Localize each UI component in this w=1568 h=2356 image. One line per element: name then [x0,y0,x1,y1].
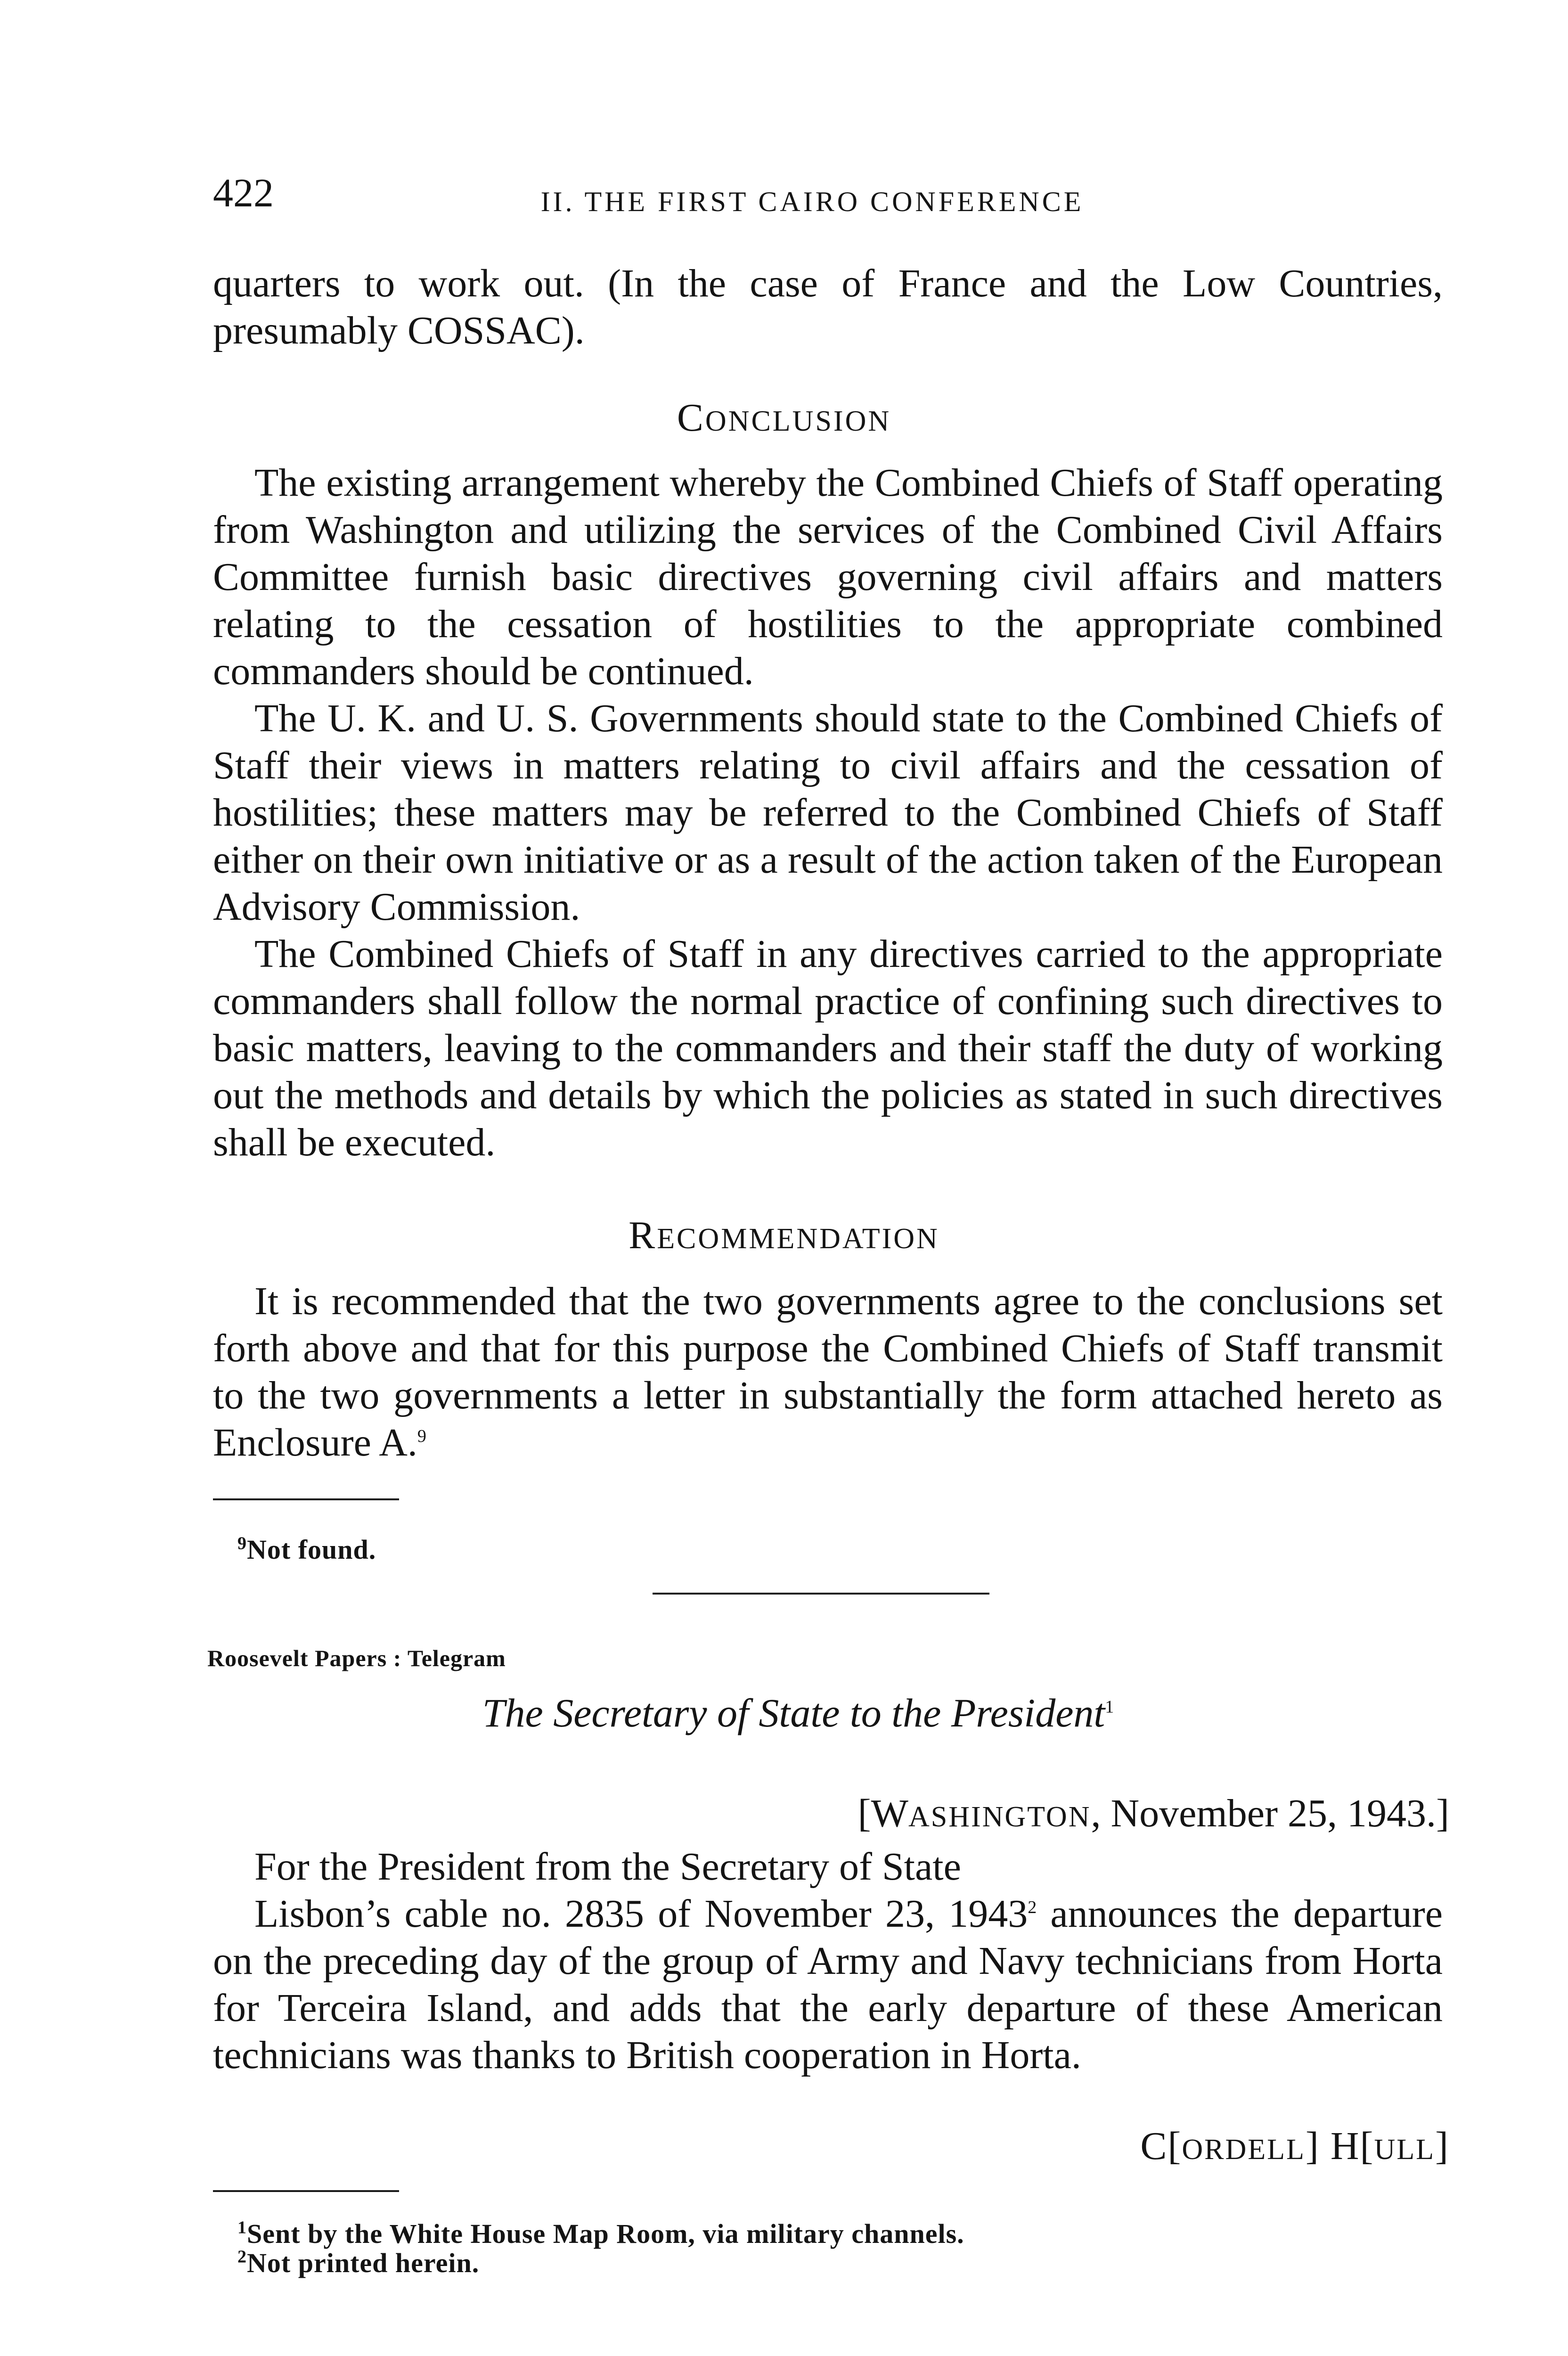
conclusion-paragraph-2: The U. K. and U. S. Governments should state to the Combined Chiefs of Staff their views in matters relating to civil affairs and the cessation of hostilities; these matters may be referred to the Combined Chiefs of Staff either on their own initiative or as a result of the action taken of the European Advisory Commission. [213,696,1443,929]
conclusion-heading-cap: C [677,396,705,440]
telegram-line-1: For the President from the Secretary of State [254,1845,961,1889]
footnote-9-marker: 9 [237,1533,247,1554]
recommendation-paragraph [213,1278,1443,1466]
dateline-bracket: [ [858,1792,871,1835]
footnote-2-text: Not printed herein. [247,2248,480,2278]
conclusion-heading [0,398,1568,438]
footnote-9 [237,1535,376,1564]
document-source: Roosevelt Papers : Telegram [207,1645,506,1671]
signature-c: C[ [1140,2124,1182,2168]
footnote-rule [213,1498,399,1500]
signature-h-small: ULL [1374,2134,1436,2166]
footnote-2-marker: 2 [237,2247,247,2267]
footnote-2 [237,2249,479,2278]
conclusion-body [213,459,1443,1166]
signature-mid: ] H[ [1305,2124,1374,2168]
signature [1140,2123,1449,2169]
dateline-rest: , November 25, 1943.] [1091,1792,1449,1835]
footnote-ref-2: 2 [1028,1898,1037,1917]
intro-paragraph [213,260,1443,354]
recommendation-heading-cap: R [629,1213,657,1257]
footnote-ref-1: 1 [1105,1697,1114,1717]
telegram-text-a: Lisbon’s cable no. 2835 of November 23, 1943 [254,1892,1028,1936]
conclusion-paragraph-1: The existing arrangement whereby the Combined Chiefs of Staff operating from Washington and utilizing the services of the Combined Civil Affairs Committee furnish basic directives governing civil affairs and matters relating to the cessation of hostilities to the appropriate combined commanders should be continued. [213,461,1443,693]
dateline-smallcaps: ASHINGTON [908,1801,1091,1833]
dateline-cap: W [871,1792,908,1835]
footnote-rule-2 [213,2190,399,2192]
telegram-text-b: announces the departure on the preceding day of the group of Army and Navy technicians from Horta for Terceira Island, and adds that the early departure of these American technicians was thanks to British cooperation in Horta. [213,1892,1443,2077]
recommendation-text: It is recommended that the two governments agree to the conclusions set forth above and that for this purpose the Combined Chiefs of Staff transmit to the two governments a letter in substantially the form attached hereto as Enclosure A. [213,1279,1443,1464]
footnote-1-text: Sent by the White House Map Room, via military channels. [247,2218,964,2249]
recommendation-heading-rest: ECOMMENDATION [657,1223,939,1255]
telegram-body [213,1843,1443,2079]
telegram-paragraph [213,1890,1443,2079]
signature-c-small: ORDELL [1182,2134,1306,2166]
running-title: II. THE FIRST CAIRO CONFERENCE [540,186,1084,217]
intro-text: quarters to work out. (In the case of France and the Low Countries, presumably COSSAC). [213,262,1443,352]
recommendation-body [213,1278,1443,1466]
document-title-text: The Secretary of State to the President [482,1690,1105,1735]
conclusion-paragraph-3: The Combined Chiefs of Staff in any directives carried to the appropriate commanders shall follow the normal practice of confining such directives to basic matters, leaving to the commanders and their staff the duty of working out the methods and details by which the policies as stated in such directives shall be executed. [213,932,1443,1164]
section-divider [653,1593,989,1595]
footnote-1 [237,2219,964,2249]
dateline [858,1791,1449,1836]
conclusion-heading-rest: ONCLUSION [705,405,891,437]
document-title [0,1689,1568,1736]
footnote-ref-9: 9 [417,1426,426,1446]
footnote-9-text: Not found. [247,1534,376,1565]
footnote-1-marker: 1 [237,2217,247,2238]
page-number: 422 [213,170,274,215]
signature-end: ] [1435,2124,1449,2168]
recommendation-heading [0,1213,1568,1257]
